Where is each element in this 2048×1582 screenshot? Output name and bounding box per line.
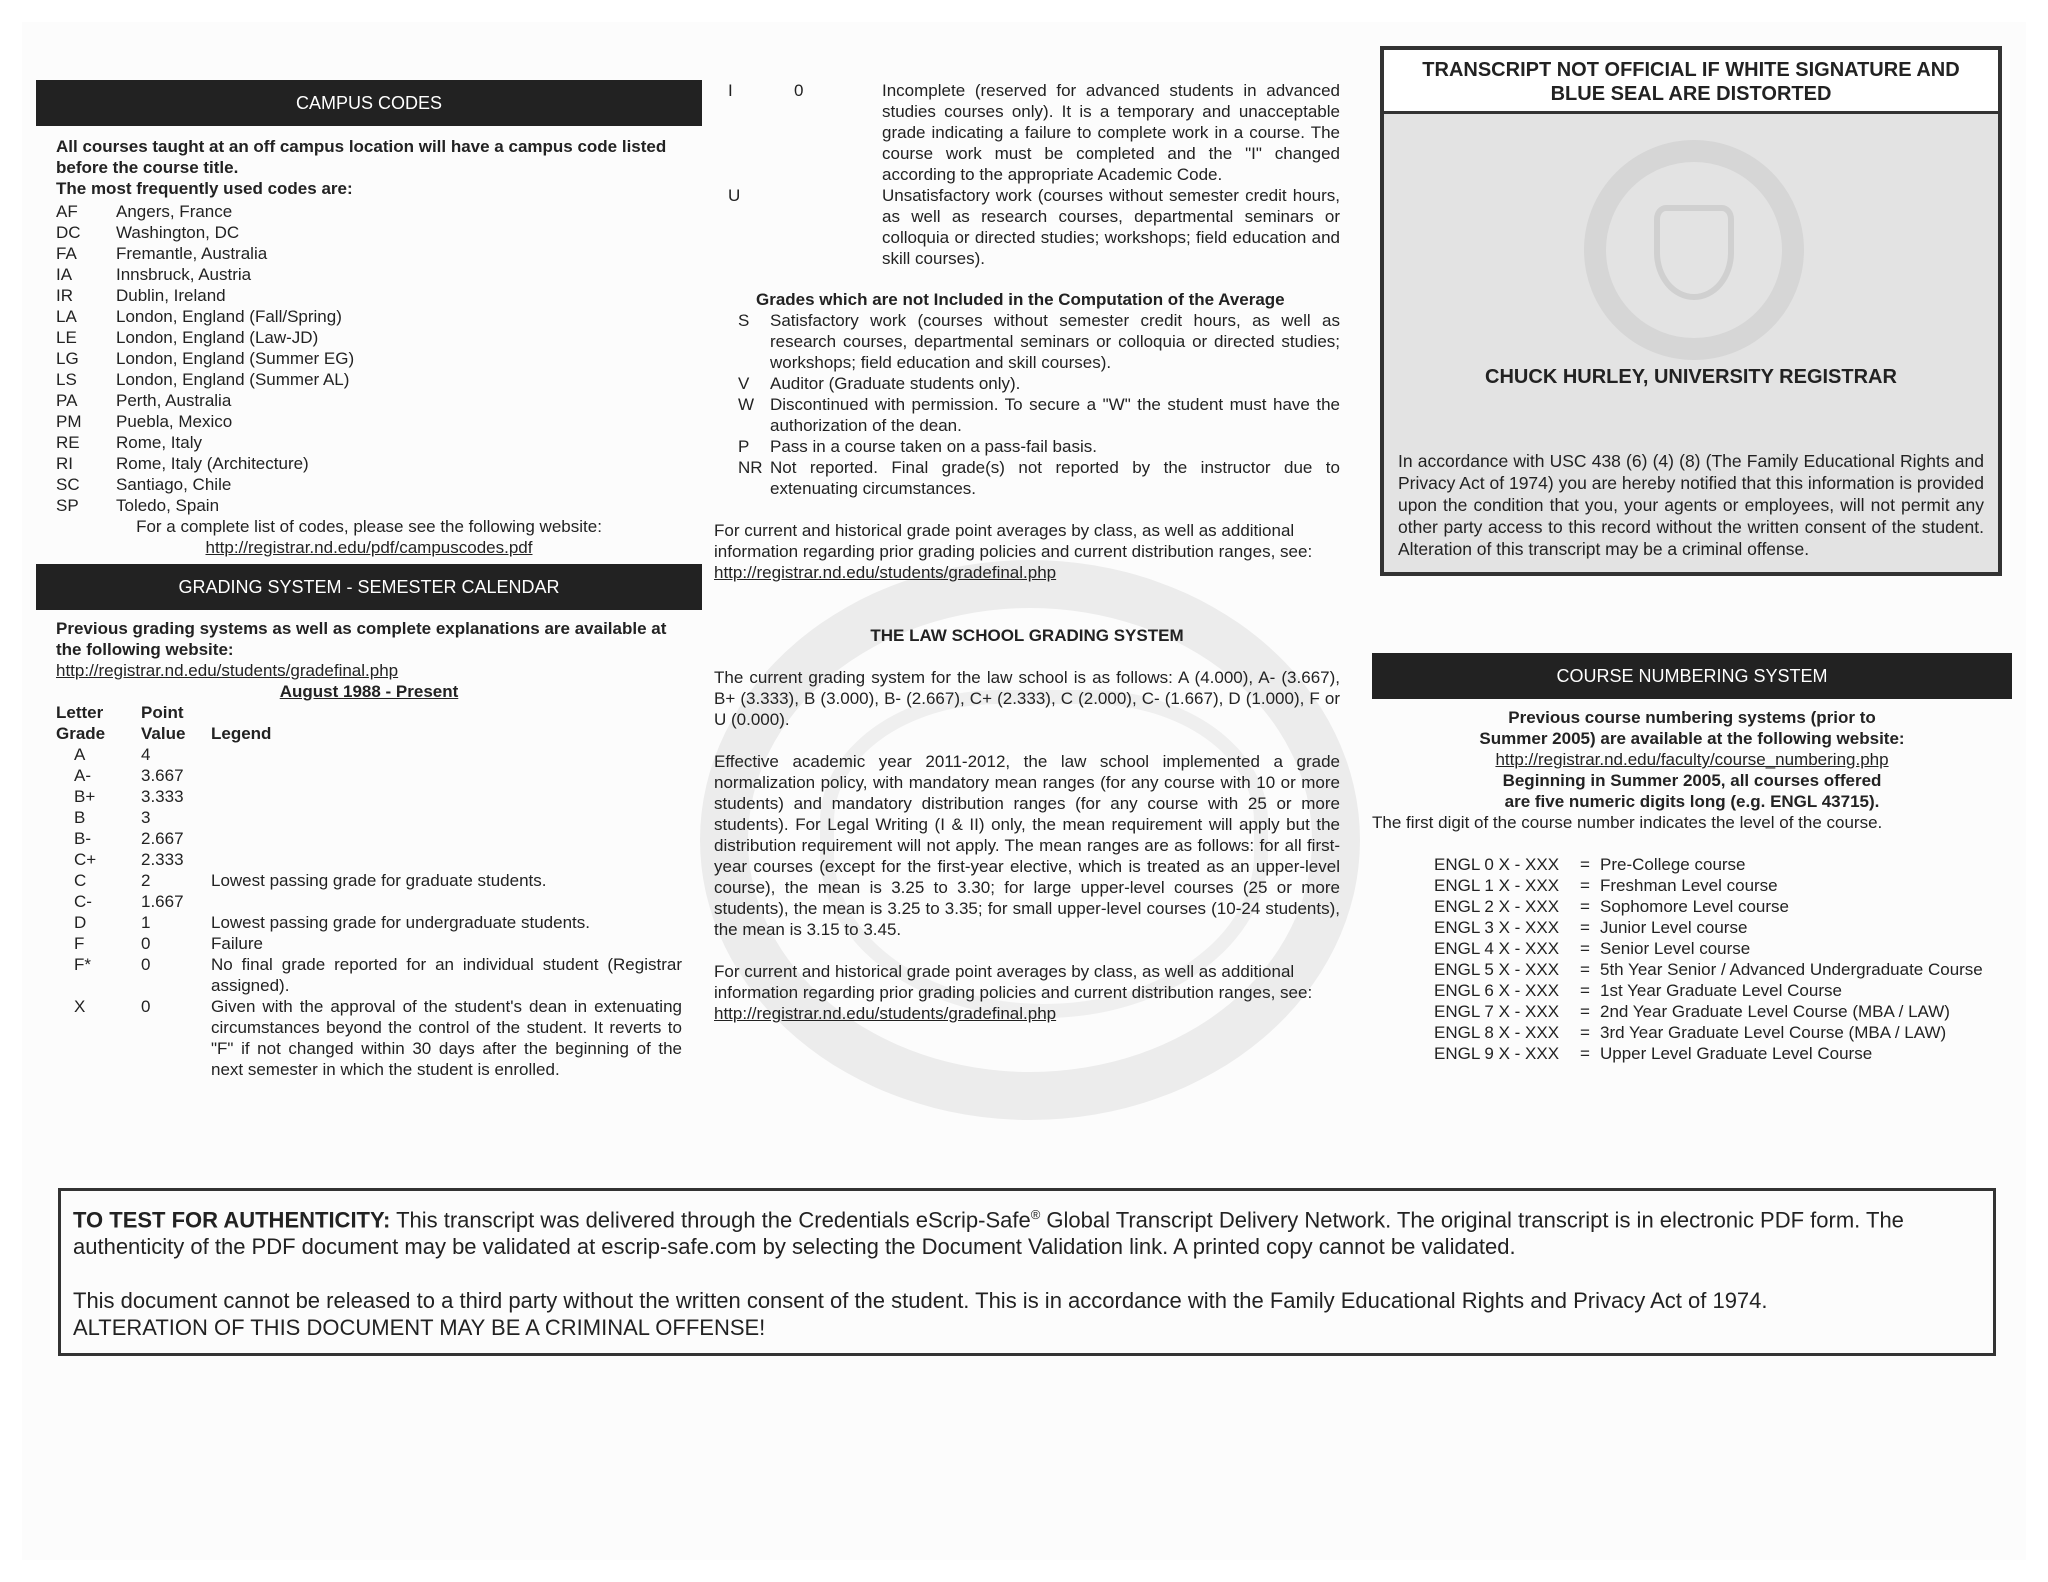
course-first-digit: The first digit of the course number indicates the level of the course. [1372,813,1883,832]
grade-legend [211,744,682,765]
campus-code-row [56,327,682,348]
grade-legend: Given with the approval of the student's dean in extenuating circumstances beyond the control of the student. It reverts to "F" if not changed within 30 days after the beginning of the next semester in which the student is enrolled. [211,997,682,1079]
authenticity-paragraph [73,1201,1981,1260]
grade-legend: No final grade reported for an individual student (Registrar assigned). [211,955,682,995]
course-level-code: ENGL 8 X - XXX [1434,1023,1560,1042]
campus-code-list [56,201,682,516]
release-notice: This document cannot be released to a third party without the written consent of the student. This is in accordance with the Family Educational Rights and Privacy Act of 1974. [73,1288,1768,1314]
letter-grade: X [74,997,86,1016]
course-level-row [1434,959,2012,980]
head-legend: Legend [211,724,272,743]
law-school-title: THE LAW SCHOOL GRADING SYSTEM [870,626,1184,645]
grade-row [56,996,682,1080]
letter-grade: C- [74,892,92,911]
campus-code: RE [56,433,80,452]
grade-i-letter: I [728,81,733,100]
campus-location: Dublin, Ireland [116,286,226,305]
point-value: 2 [141,871,151,890]
course-level-equals: = [1580,960,1590,979]
grading-period: August 1988 - Present [279,682,459,701]
campus-location: Rome, Italy [116,433,202,452]
course-level-row [1434,917,2012,938]
course-level-description: 2nd Year Graduate Level Course (MBA / LAW) [1600,1002,1950,1021]
grading-intro: Previous grading systems as well as complete explanations are available at the following website: [56,619,667,659]
course-level-equals: = [1580,876,1590,895]
grade-legend: Lowest passing grade for undergraduate students. [211,913,590,932]
campus-location: Puebla, Mexico [116,412,233,431]
gpa-note [714,520,1340,583]
grade-table-header [56,702,682,744]
campus-location: London, England (Summer AL) [116,370,350,389]
course-prev: Previous course numbering systems (prior to Summer 2005) are available at the following website: [1479,708,1905,748]
head-grade: Grade [56,724,106,743]
campus-location: London, England (Law-JD) [116,328,319,347]
course-level-row [1434,938,2012,959]
campus-codes-link[interactable]: http://registrar.nd.edu/pdf/campuscodes.pdf [205,538,533,557]
point-value: 4 [141,745,151,764]
authenticity-box [58,1188,1996,1356]
campus-code: LS [56,370,77,389]
campus-location: Angers, France [116,202,233,221]
not-included-letter: V [738,374,750,393]
campus-code-row [56,474,682,495]
letter-grade: C+ [74,850,97,869]
authenticity-text-b: Global Transcript Delivery Network. The original transcript is in electronic PDF form. The authenticity of the PDF document may be validated at escrip-safe.com by selecting the Document Validation link. A printed copy cannot be validated. [73,1207,1904,1260]
law-gpa-link[interactable]: http://registrar.nd.edu/students/gradefinal.php [714,1004,1057,1023]
point-value: 1 [141,913,151,932]
course-level-code: ENGL 5 X - XXX [1434,960,1560,979]
not-included-text: Auditor (Graduate students only). [770,374,1021,393]
course-numbering-section [1372,653,2012,1064]
gpa-link[interactable]: http://registrar.nd.edu/students/gradefinal.php [714,563,1057,582]
campus-complete-list: For a complete list of codes, please see the following website: [136,517,602,536]
campus-code: FA [56,244,77,263]
course-level-row [1434,1001,2012,1022]
course-level-description: Upper Level Graduate Level Course [1600,1044,1873,1063]
point-value: 2.333 [141,850,184,869]
course-level-description: Freshman Level course [1600,876,1778,895]
course-level-description: Pre-College course [1600,855,1746,874]
grade-row [56,744,682,765]
campus-codes-header: CAMPUS CODES [36,80,702,126]
course-level-code: ENGL 3 X - XXX [1434,918,1560,937]
grade-legend: Lowest passing grade for graduate students. [211,871,547,890]
course-level-row [1434,875,2012,896]
head-letter: Letter [56,703,104,722]
course-level-description: Junior Level course [1600,918,1748,937]
campus-location: London, England (Fall/Spring) [116,307,342,326]
course-level-description: 1st Year Graduate Level Course [1600,981,1842,1000]
campus-location: Santiago, Chile [116,475,232,494]
law-paragraph-2: Effective academic year 2011-2012, the law school implemented a grade normalization policy, with mandatory mean ranges (for any course with 10 or more students) and mandatory distribution ranges (for any course with 25 or more students). For Legal Writing (I & II) only, the mean requirement will apply but the distribution requirement will not apply. The mean ranges are as follows: for all first-year courses (except for the first-year elective, which is treated as an upper-level course), the mean is 3.25 to 3.30; for large upper-level courses (25 or more students), the mean is 3.25 to 3.35; for small upper-level courses (10-24 students), the mean is 3.15 to 3.45. [714,752,1340,939]
course-level-list [1372,854,2012,1064]
course-level-equals: = [1580,897,1590,916]
course-level-description: 5th Year Senior / Advanced Undergraduate Course [1600,960,1983,979]
letter-grade: C [74,871,87,890]
campus-code: IR [56,286,73,305]
authenticity-lead: TO TEST FOR AUTHENTICITY: [73,1207,391,1233]
official-transcript-notice [1380,46,2002,576]
not-included-list [714,310,1340,499]
campus-code: IA [56,265,73,284]
law-gpa-note [714,961,1340,1024]
ferpa-notice: In accordance with USC 438 (6) (4) (8) (The Family Educational Rights and Privacy Act of 1974) you are hereby notified that this information is provided upon the condition that you, your agents or employees, will not permit any other party access to this record without the written consent of the student. Alteration of this transcript may be a criminal offense. [1398,451,1984,559]
grade-row [56,828,682,849]
campus-code-row [56,243,682,264]
grade-row [56,765,682,786]
course-level-code: ENGL 7 X - XXX [1434,1002,1560,1021]
grade-row [56,954,682,996]
not-included-letter: NR [738,458,763,477]
grade-i-legend: Incomplete (reserved for advanced students in advanced studies courses only). It is a temporary and unacceptable grade indicating a failure to complete work in a course. The course work must be completed and the "I" changed according to the appropriate Academic Code. [882,81,1340,184]
campus-code-row [56,264,682,285]
campus-code: SC [56,475,80,494]
not-included-text: Not reported. Final grade(s) not reported by the instructor due to extenuating circumstances. [770,458,1340,498]
not-included-row [714,310,1340,373]
law-paragraph-1: The current grading system for the law school is as follows: A (4.000), A- (3.667), B+ (3.333), B (3.000), B- (2.667), C+ (2.333), C (2.000), C- (1.667), D (1.000), F or U (0.000). [714,668,1340,729]
campus-intro-2: The most frequently used codes are: [56,179,353,198]
course-level-description: 3rd Year Graduate Level Course (MBA / LAW) [1600,1023,1947,1042]
point-value: 3.667 [141,766,184,785]
authenticity-text-a: This transcript was delivered through the Credentials eScrip-Safe [390,1207,1031,1233]
campus-code-row [56,411,682,432]
point-value: 3.333 [141,787,184,806]
letter-grade: F* [74,955,91,974]
campus-location: Rome, Italy (Architecture) [116,454,309,473]
course-level-equals: = [1580,855,1590,874]
alteration-warning: ALTERATION OF THIS DOCUMENT MAY BE A CRIMINAL OFFENSE! [73,1315,766,1341]
head-value: Value [141,724,186,743]
grade-u-legend: Unsatisfactory work (courses without semester credit hours, as well as research courses, departmental seminars or colloquia or directed studies; workshops; field education and skill courses). [882,186,1340,268]
notice-header: TRANSCRIPT NOT OFFICIAL IF WHITE SIGNATURE AND BLUE SEAL ARE DISTORTED [1384,50,1998,114]
letter-grade: B [74,808,86,827]
gpa-text: For current and historical grade point averages by class, as well as additional information regarding prior grading policies and current distribution ranges, see: [714,521,1313,561]
not-included-text: Pass in a course taken on a pass-fail basis. [770,437,1097,456]
campus-location: Innsbruck, Austria [116,265,252,284]
grade-i-value: 0 [794,81,804,100]
campus-location: Toledo, Spain [116,496,220,515]
course-level-code: ENGL 2 X - XXX [1434,897,1560,916]
course-level-equals: = [1580,1002,1590,1021]
left-column [36,80,702,1080]
campus-code: SP [56,496,79,515]
grade-u-letter: U [728,186,741,205]
course-level-code: ENGL 6 X - XXX [1434,981,1560,1000]
campus-code-row [56,495,682,516]
campus-code-row [56,453,682,474]
course-level-row [1434,854,2012,875]
campus-location: Perth, Australia [116,391,232,410]
campus-code: PM [56,412,82,431]
registrar-name: CHUCK HURLEY, UNIVERSITY REGISTRAR [1485,366,1897,388]
not-included-text: Satisfactory work (courses without semester credit hours, as well as research courses, departmental seminars or colloquia or directed studies; workshops; field education and skill courses). [770,311,1340,372]
grade-row [56,870,682,891]
grade-legend [211,807,682,828]
course-level-description: Senior Level course [1600,939,1751,958]
letter-grade: A- [74,766,91,785]
not-included-row [714,436,1340,457]
campus-code-row [56,348,682,369]
point-value: 0 [141,997,151,1016]
law-gpa-text: For current and historical grade point averages by class, as well as additional information regarding prior grading policies and current distribution ranges, see: [714,962,1313,1002]
campus-code: LA [56,307,77,326]
campus-code: DC [56,223,81,242]
campus-location: Fremantle, Australia [116,244,268,263]
grade-legend [211,765,682,786]
letter-grade: B- [74,829,91,848]
course-numbering-link[interactable]: http://registrar.nd.edu/faculty/course_numbering.php [1495,750,1889,769]
campus-location: London, England (Summer EG) [116,349,355,368]
letter-grade: A [74,745,86,764]
grade-row [56,849,682,870]
point-value: 3 [141,808,151,827]
middle-column [714,80,1340,1024]
campus-code: LE [56,328,77,347]
course-level-row [1434,896,2012,917]
not-included-text: Discontinued with permission. To secure a "W" the student must have the authorization of the dean. [770,395,1340,435]
course-level-equals: = [1580,981,1590,1000]
course-begin: Beginning in Summer 2005, all courses offered are five numeric digits long (e.g. ENGL 43715). [1502,771,1882,811]
grade-row [56,786,682,807]
not-included-row [714,373,1340,394]
grade-legend: Failure [211,934,263,953]
campus-code-row [56,390,682,411]
campus-code-row [56,285,682,306]
campus-code: AF [56,202,78,221]
campus-intro: All courses taught at an off campus location will have a campus code listed before the course title. [56,137,667,177]
not-included-letter: S [738,311,750,330]
not-included-letter: P [738,437,750,456]
not-included-letter: W [738,395,755,414]
grade-u-row [714,185,1340,269]
course-level-description: Sophomore Level course [1600,897,1790,916]
letter-grade: D [74,913,87,932]
campus-code-row [56,306,682,327]
course-level-equals: = [1580,1044,1590,1063]
point-value: 2.667 [141,829,184,848]
campus-location: Washington, DC [116,223,240,242]
grade-legend [211,891,682,912]
campus-code-row [56,432,682,453]
grade-legend [211,786,682,807]
letter-grade: B+ [74,787,96,806]
grade-row [56,912,682,933]
grading-link[interactable]: http://registrar.nd.edu/students/gradefinal.php [56,661,399,680]
head-point: Point [141,703,184,722]
campus-code: LG [56,349,79,368]
course-level-row [1434,980,2012,1001]
campus-code: PA [56,391,78,410]
course-level-code: ENGL 9 X - XXX [1434,1044,1560,1063]
not-included-title: Grades which are not Included in the Computation of the Average [756,290,1285,309]
point-value: 1.667 [141,892,184,911]
grade-legend [211,828,682,849]
course-level-equals: = [1580,918,1590,937]
grading-system-header: GRADING SYSTEM - SEMESTER CALENDAR [36,564,702,610]
not-included-row [714,394,1340,436]
course-level-code: ENGL 0 X - XXX [1434,855,1560,874]
campus-code-row [56,201,682,222]
grade-legend [211,849,682,870]
point-value: 0 [141,955,151,974]
registered-mark: ® [1030,1207,1041,1222]
grade-row [56,807,682,828]
course-level-row [1434,1043,2012,1064]
grade-row [56,933,682,954]
course-level-equals: = [1580,939,1590,958]
not-included-row [714,457,1340,499]
seal-shield-icon [1654,205,1734,300]
grade-row [56,891,682,912]
grade-i-row [714,80,1340,185]
campus-code: RI [56,454,73,473]
course-level-equals: = [1580,1023,1590,1042]
course-level-code: ENGL 4 X - XXX [1434,939,1560,958]
grade-table [56,744,682,1080]
course-numbering-header: COURSE NUMBERING SYSTEM [1372,653,2012,699]
campus-code-row [56,222,682,243]
point-value: 0 [141,934,151,953]
letter-grade: F [74,934,85,953]
course-level-row [1434,1022,2012,1043]
campus-code-row [56,369,682,390]
course-level-code: ENGL 1 X - XXX [1434,876,1560,895]
